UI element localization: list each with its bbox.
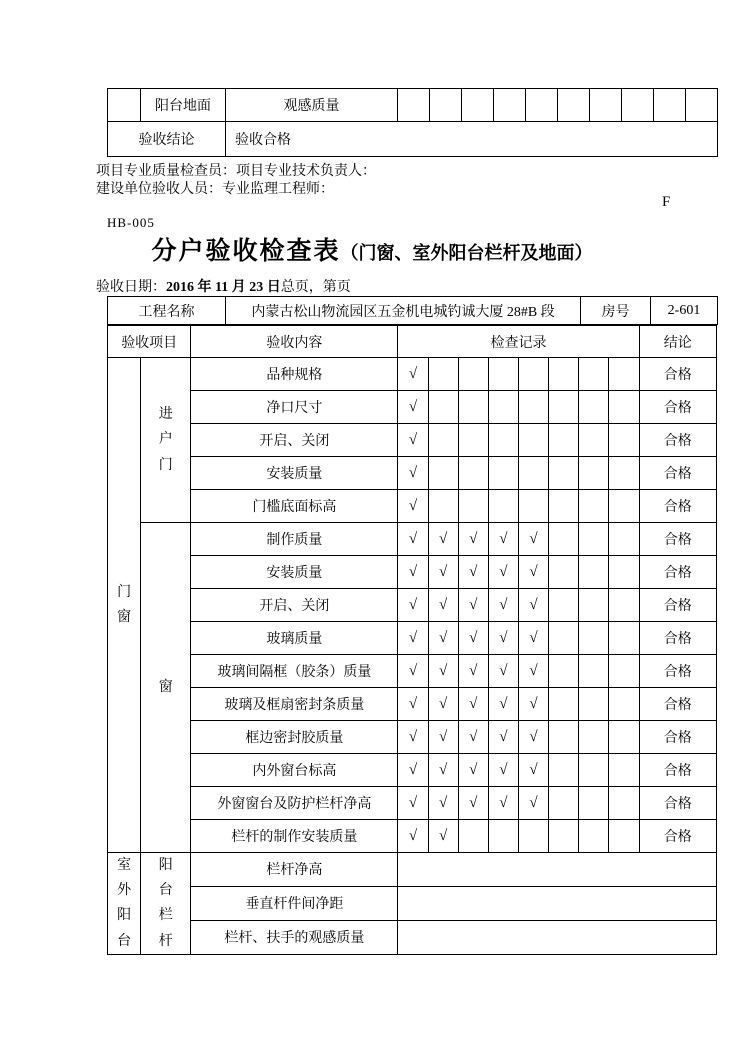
check-record-cell xyxy=(428,391,458,424)
previous-section-table xyxy=(107,88,718,157)
check-record-cell: √ xyxy=(458,688,488,721)
page-count-label: 总页，第页 xyxy=(280,280,351,295)
check-record-cell xyxy=(609,622,639,655)
check-record-cell xyxy=(609,589,639,622)
check-record-cell xyxy=(579,655,609,688)
inspection-row xyxy=(108,853,717,887)
subgroup-label: 阳台栏杆 xyxy=(158,858,173,949)
conclusion-cell: 合格 xyxy=(639,424,716,457)
check-record-cell: √ xyxy=(518,655,548,688)
inspection-content-cell: 栏杆的制作安装质量 xyxy=(191,820,398,853)
conclusion-cell: 合格 xyxy=(639,490,716,523)
date-value: 2016 年 11 月 23 日 xyxy=(166,280,281,295)
check-record-cell xyxy=(549,457,579,490)
check-record-cell: √ xyxy=(518,556,548,589)
check-record-cell xyxy=(488,457,518,490)
check-record-cell: √ xyxy=(458,721,488,754)
check-record-cell: √ xyxy=(488,589,518,622)
check-record-cell xyxy=(654,89,686,122)
check-record-cell xyxy=(549,820,579,853)
check-record-cell: √ xyxy=(488,688,518,721)
check-record-cell xyxy=(579,391,609,424)
check-record-cell xyxy=(609,391,639,424)
check-record-cell xyxy=(579,523,609,556)
header-record: 检查记录 xyxy=(398,326,639,358)
subgroup-label-cell xyxy=(141,358,191,523)
check-record-cell: √ xyxy=(518,754,548,787)
check-record-cell: √ xyxy=(398,787,428,820)
group-label: 门窗 xyxy=(117,584,132,625)
inspection-content-cell: 安装质量 xyxy=(191,556,398,589)
visual-quality-label: 观感质量 xyxy=(226,89,398,122)
check-record-cell xyxy=(622,89,654,122)
check-record-cell xyxy=(428,490,458,523)
check-record-cell: √ xyxy=(428,721,458,754)
check-record-cell xyxy=(549,589,579,622)
check-record-cell xyxy=(518,391,548,424)
check-record-cell xyxy=(549,787,579,820)
inspection-content-cell: 玻璃质量 xyxy=(191,622,398,655)
inspection-row xyxy=(108,391,717,424)
check-record-cell: √ xyxy=(458,523,488,556)
check-record-cell xyxy=(579,490,609,523)
subgroup-label: 窗 xyxy=(158,679,173,695)
check-record-cell xyxy=(488,424,518,457)
signature-line-inspector: 项目专业质量检查员：项目专业技术负责人： xyxy=(96,164,376,179)
acceptance-conclusion-label: 验收结论 xyxy=(108,122,226,157)
header-conclusion: 结论 xyxy=(639,326,716,358)
inspection-content-cell: 开启、关闭 xyxy=(191,424,398,457)
check-record-cell: √ xyxy=(488,787,518,820)
page-title-suffix: （门窗、室外阳台栏杆及地面） xyxy=(340,243,593,263)
check-record-cell xyxy=(488,820,518,853)
check-record-cell: √ xyxy=(458,754,488,787)
conclusion-cell: 合格 xyxy=(639,754,716,787)
check-record-cell: √ xyxy=(398,424,428,457)
check-record-cell: √ xyxy=(428,688,458,721)
check-record-cell: √ xyxy=(428,622,458,655)
group-label-cell xyxy=(108,853,141,955)
check-record-cell xyxy=(488,391,518,424)
check-record-cell xyxy=(549,424,579,457)
check-record-cell: √ xyxy=(458,622,488,655)
conclusion-cell: 合格 xyxy=(639,391,716,424)
inspection-table xyxy=(107,325,717,955)
check-record-cell xyxy=(428,424,458,457)
record-empty-cell xyxy=(398,920,717,954)
inspection-row xyxy=(108,523,717,556)
check-record-cell: √ xyxy=(428,754,458,787)
check-record-cell: √ xyxy=(518,589,548,622)
inspection-content-cell: 垂直杆件间净距 xyxy=(191,886,398,920)
check-record-cell: √ xyxy=(488,622,518,655)
balcony-floor-row xyxy=(108,89,718,122)
inspection-row xyxy=(108,424,717,457)
check-record-cell xyxy=(458,490,488,523)
inspection-row xyxy=(108,589,717,622)
check-record-cell xyxy=(579,556,609,589)
check-record-cell xyxy=(488,358,518,391)
check-record-cell xyxy=(428,358,458,391)
inspection-table-body xyxy=(108,358,717,955)
check-record-cell: √ xyxy=(398,523,428,556)
check-record-cell: √ xyxy=(518,688,548,721)
check-record-cell xyxy=(579,721,609,754)
header-content: 验收内容 xyxy=(191,326,398,358)
check-record-cell: √ xyxy=(458,787,488,820)
conclusion-cell: 合格 xyxy=(639,622,716,655)
check-record-cell xyxy=(609,457,639,490)
room-number-label: 房号 xyxy=(581,297,651,325)
check-record-cell xyxy=(494,89,526,122)
conclusion-cell: 合格 xyxy=(639,523,716,556)
subgroup-label-cell xyxy=(141,523,191,853)
check-record-cell xyxy=(458,820,488,853)
check-record-cell xyxy=(609,787,639,820)
check-record-cell xyxy=(579,457,609,490)
signature-line-supervisor: 建设单位验收人员：专业监理工程师： xyxy=(96,182,334,197)
inspection-row xyxy=(108,820,717,853)
conclusion-cell: 合格 xyxy=(639,787,716,820)
check-record-cell xyxy=(549,688,579,721)
inspection-row xyxy=(108,721,717,754)
check-record-cell: √ xyxy=(458,556,488,589)
inspection-content-cell: 净口尺寸 xyxy=(191,391,398,424)
check-record-cell xyxy=(549,490,579,523)
check-record-cell: √ xyxy=(398,457,428,490)
check-record-cell xyxy=(549,622,579,655)
inspection-content-cell: 内外窗台标高 xyxy=(191,754,398,787)
check-record-cell xyxy=(590,89,622,122)
group-label-cell xyxy=(108,358,141,853)
conclusion-cell: 合格 xyxy=(639,688,716,721)
check-record-cell: √ xyxy=(518,721,548,754)
check-record-cell xyxy=(518,424,548,457)
inspection-row xyxy=(108,754,717,787)
check-record-cell xyxy=(609,424,639,457)
check-record-cell xyxy=(686,89,718,122)
check-record-cell: √ xyxy=(458,589,488,622)
conclusion-cell: 合格 xyxy=(639,721,716,754)
check-record-cell xyxy=(579,424,609,457)
check-record-cell xyxy=(488,490,518,523)
page-title: 分户验收检查表 xyxy=(151,238,341,265)
inspection-row xyxy=(108,457,717,490)
check-record-cell: √ xyxy=(518,523,548,556)
check-record-cell: √ xyxy=(488,655,518,688)
check-record-cell xyxy=(549,391,579,424)
check-record-cell xyxy=(430,89,462,122)
inspection-row xyxy=(108,490,717,523)
check-record-cell xyxy=(428,457,458,490)
header-item: 验收项目 xyxy=(108,326,191,358)
check-record-cell: √ xyxy=(398,721,428,754)
check-record-cell: √ xyxy=(398,490,428,523)
check-record-cell xyxy=(518,457,548,490)
conclusion-cell: 合格 xyxy=(639,457,716,490)
check-record-cell xyxy=(579,754,609,787)
acceptance-conclusion-row xyxy=(108,122,718,157)
check-record-cell xyxy=(579,820,609,853)
record-empty-cell xyxy=(398,886,717,920)
check-record-cell: √ xyxy=(488,556,518,589)
project-name-value: 内蒙古松山物流园区五金机电城钓诚大厦 28#B 段 xyxy=(226,297,581,325)
date-label: 验收日期： xyxy=(96,280,166,295)
inspection-content-cell: 玻璃间隔框（胶条）质量 xyxy=(191,655,398,688)
conclusion-cell: 合格 xyxy=(639,589,716,622)
check-record-cell xyxy=(526,89,558,122)
subgroup-label-cell xyxy=(141,853,191,955)
check-record-cell: √ xyxy=(428,589,458,622)
check-record-cell: √ xyxy=(398,655,428,688)
group-label: 室外阳台 xyxy=(117,858,132,949)
check-record-cell xyxy=(579,622,609,655)
inspection-content-cell: 框边密封胶质量 xyxy=(191,721,398,754)
check-record-cell xyxy=(518,490,548,523)
balcony-floor-label: 阳台地面 xyxy=(141,89,226,122)
inspection-content-cell: 玻璃及框扇密封条质量 xyxy=(191,688,398,721)
check-record-cell: √ xyxy=(428,523,458,556)
inspection-content-cell: 制作质量 xyxy=(191,523,398,556)
inspection-row xyxy=(108,655,717,688)
check-record-cell: √ xyxy=(518,622,548,655)
check-record-cell xyxy=(458,457,488,490)
check-record-cell: √ xyxy=(398,358,428,391)
check-record-cell: √ xyxy=(398,589,428,622)
inspection-row xyxy=(108,886,717,920)
check-record-cell xyxy=(518,820,548,853)
check-record-cell: √ xyxy=(428,787,458,820)
check-record-cell: √ xyxy=(488,721,518,754)
acceptance-conclusion-value: 验收合格 xyxy=(226,122,718,157)
check-record-cell xyxy=(579,787,609,820)
inspection-content-cell: 门槛底面标高 xyxy=(191,490,398,523)
check-record-cell: √ xyxy=(428,556,458,589)
check-record-cell: √ xyxy=(398,622,428,655)
conclusion-cell: 合格 xyxy=(639,358,716,391)
check-record-cell xyxy=(609,754,639,787)
inspection-content-cell: 安装质量 xyxy=(191,457,398,490)
check-record-cell: √ xyxy=(398,688,428,721)
check-record-cell xyxy=(609,721,639,754)
check-record-cell xyxy=(549,721,579,754)
conclusion-cell: 合格 xyxy=(639,820,716,853)
check-record-cell: √ xyxy=(398,556,428,589)
check-record-cell xyxy=(579,589,609,622)
check-record-cell xyxy=(549,655,579,688)
conclusion-cell: 合格 xyxy=(639,655,716,688)
acceptance-date-line xyxy=(96,276,351,296)
check-record-cell xyxy=(579,688,609,721)
form-code: HB-005 xyxy=(107,215,155,230)
project-name-label: 工程名称 xyxy=(108,297,226,325)
check-record-cell xyxy=(558,89,590,122)
check-record-cell: √ xyxy=(428,820,458,853)
inspection-content-cell: 品种规格 xyxy=(191,358,398,391)
check-record-cell xyxy=(609,358,639,391)
inspection-header-row xyxy=(108,326,717,358)
check-record-cell: √ xyxy=(398,391,428,424)
check-record-cell xyxy=(549,754,579,787)
project-info-row xyxy=(108,297,718,325)
project-info-table xyxy=(107,296,718,325)
check-record-cell xyxy=(458,391,488,424)
page-title-wrap xyxy=(0,231,744,267)
check-record-cell xyxy=(609,820,639,853)
inspection-content-cell: 栏杆、扶手的观感质量 xyxy=(191,920,398,954)
check-record-cell xyxy=(549,523,579,556)
inspection-row xyxy=(108,622,717,655)
inspection-row xyxy=(108,358,717,391)
record-empty-cell xyxy=(398,853,717,887)
check-record-cell xyxy=(609,523,639,556)
inspection-row xyxy=(108,787,717,820)
check-record-cell xyxy=(609,655,639,688)
check-record-cell xyxy=(398,89,430,122)
check-record-cell xyxy=(518,358,548,391)
inspection-content-cell: 开启、关闭 xyxy=(191,589,398,622)
inspection-content-cell: 外窗窗台及防护栏杆净高 xyxy=(191,787,398,820)
conclusion-cell: 合格 xyxy=(639,556,716,589)
check-record-cell xyxy=(462,89,494,122)
check-record-cell: √ xyxy=(398,754,428,787)
inspection-row xyxy=(108,556,717,589)
check-record-cell: √ xyxy=(398,820,428,853)
check-record-cell: √ xyxy=(488,523,518,556)
page-marker-f: F xyxy=(662,194,671,210)
check-record-cell xyxy=(549,556,579,589)
check-record-cell xyxy=(609,688,639,721)
check-record-cell: √ xyxy=(428,655,458,688)
group-stub-cell xyxy=(108,89,141,122)
check-record-cell xyxy=(579,358,609,391)
check-record-cell xyxy=(458,424,488,457)
check-record-cell: √ xyxy=(488,754,518,787)
inspection-row xyxy=(108,920,717,954)
check-record-cell: √ xyxy=(518,787,548,820)
check-record-cell: √ xyxy=(458,655,488,688)
check-record-cell xyxy=(609,490,639,523)
inspection-row xyxy=(108,688,717,721)
subgroup-label: 进户门 xyxy=(158,407,173,473)
check-record-cell xyxy=(549,358,579,391)
check-record-cell xyxy=(609,556,639,589)
check-record-cell xyxy=(458,358,488,391)
room-number-value: 2-601 xyxy=(651,297,718,325)
inspection-content-cell: 栏杆净高 xyxy=(191,853,398,887)
